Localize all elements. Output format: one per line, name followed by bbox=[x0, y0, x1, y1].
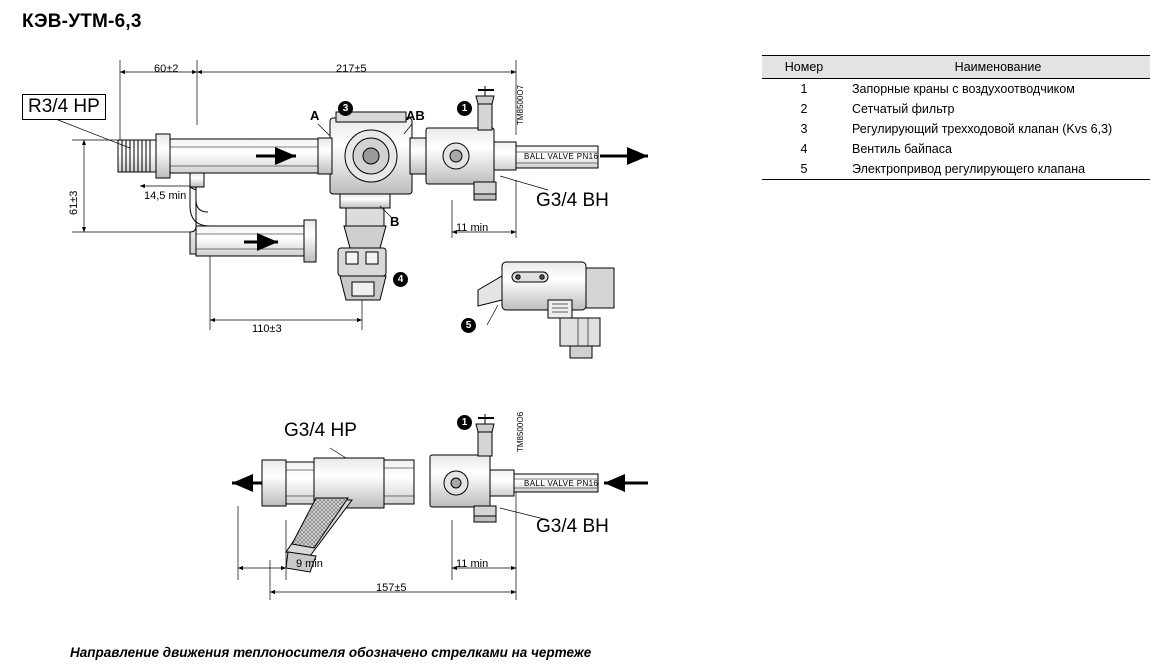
dim-157: 157±5 bbox=[376, 582, 407, 594]
callout-bubble-1-top: 1 bbox=[457, 101, 472, 116]
callout-bubble-4: 4 bbox=[393, 272, 408, 287]
port-label-ab: AB bbox=[406, 108, 425, 123]
label-outlet-thread-bottom: G3/4 BH bbox=[536, 516, 609, 537]
dim-60: 60±2 bbox=[154, 63, 179, 75]
callout-bubble-5: 5 bbox=[461, 318, 476, 333]
column-header-name: Наименование bbox=[846, 56, 1150, 79]
cell-number: 3 bbox=[800, 122, 808, 136]
cell-name: Регулирующий трехходовой клапан (Kvs 6,3) bbox=[852, 122, 1113, 136]
ball-valve-text-top: BALL VALVE PN16 bbox=[524, 152, 599, 161]
page-title: КЭВ-УТМ-6,3 bbox=[22, 11, 142, 32]
label-outlet-thread-top: G3/4 BH bbox=[536, 190, 609, 211]
callout-bubble-3: 3 bbox=[338, 101, 353, 116]
ball-valve-text-bottom: BALL VALVE PN16 bbox=[524, 479, 599, 488]
cell-name: Электропривод регулирующего клапана bbox=[846, 159, 1150, 180]
cell-number: 2 bbox=[800, 102, 808, 116]
cell-number: 1 bbox=[800, 82, 808, 96]
cell-name: Запорные краны с воздухоотводчиком bbox=[852, 82, 1075, 96]
label-inlet-thread-bottom: G3/4 HP bbox=[284, 420, 357, 441]
cell-name: Вентиль байпаса bbox=[852, 142, 952, 156]
label-inlet-thread-top: R3/4 HP bbox=[22, 94, 106, 120]
cell-name: Сетчатый фильтр bbox=[852, 102, 955, 116]
dim-9: 9 min bbox=[296, 558, 323, 570]
port-label-a: A bbox=[310, 108, 320, 123]
port-label-b: B bbox=[390, 214, 400, 229]
valve-code-top: TM8500O7 bbox=[516, 84, 525, 125]
dim-11-bottom: 11 min bbox=[456, 558, 489, 570]
dim-61: 61±3 bbox=[68, 190, 80, 215]
dimension-9 bbox=[238, 506, 286, 580]
cell-number: 5 bbox=[762, 159, 846, 180]
valve-code-bottom: TM8500O6 bbox=[516, 411, 525, 452]
footnote: Направление движения теплоносителя обозначено стрелками на чертеже bbox=[70, 645, 592, 660]
cell-number: 4 bbox=[800, 142, 808, 156]
actuator-assembly bbox=[478, 262, 614, 358]
dim-11-top: 11 min bbox=[456, 222, 489, 234]
dim-110: 110±3 bbox=[252, 323, 282, 335]
column-header-number: Номер bbox=[762, 56, 846, 79]
dim-14-5: 14,5 min bbox=[144, 190, 187, 202]
dim-217: 217±5 bbox=[336, 63, 367, 75]
callout-bubble-1-bottom: 1 bbox=[457, 415, 472, 430]
